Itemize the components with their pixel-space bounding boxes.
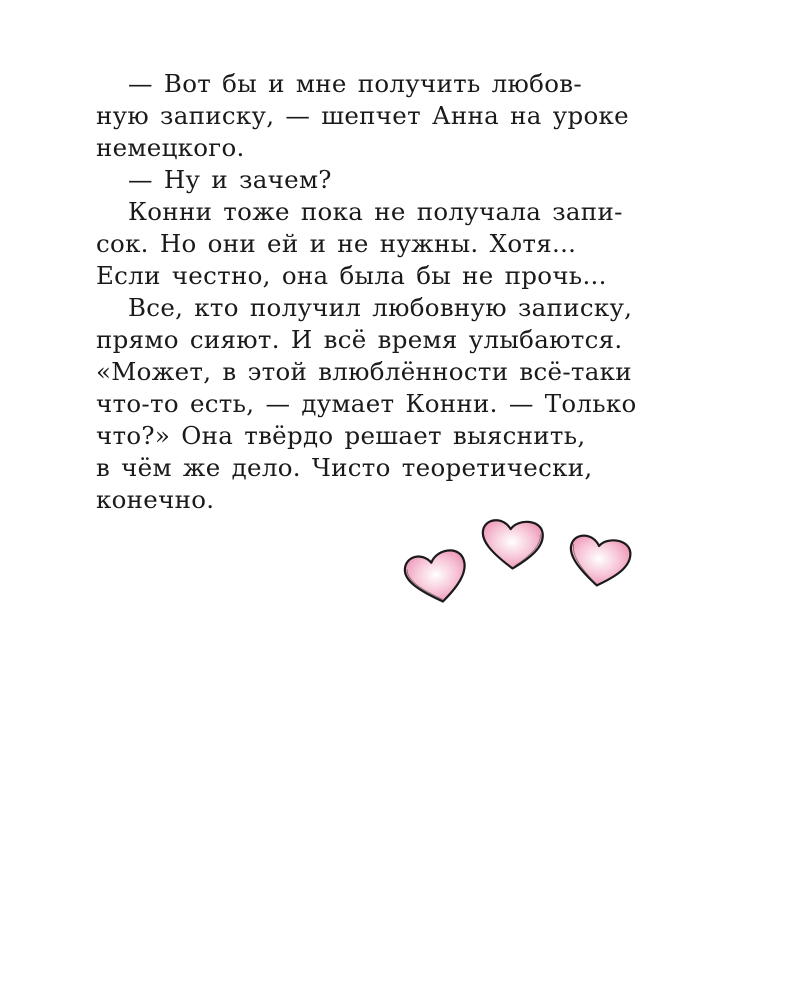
page-text bbox=[96, 68, 696, 516]
text-line: — Вот бы и мне получить любов- bbox=[128, 69, 582, 98]
heart-icon bbox=[564, 531, 633, 590]
text-line: — Ну и зачем? bbox=[128, 165, 332, 194]
text-line: ную записку, — шепчет Анна на уроке bbox=[96, 101, 629, 130]
text-line: Если честно, она была бы не прочь... bbox=[96, 261, 607, 290]
text-line: «Может, в этой влюблённости всё-таки bbox=[96, 357, 632, 386]
text-line: в чём же дело. Чисто теоретически, bbox=[96, 453, 593, 482]
heart-icon bbox=[479, 517, 544, 571]
heart-icon bbox=[403, 548, 469, 606]
text-line: Конни тоже пока не получала запи- bbox=[128, 197, 623, 226]
text-line: Все, кто получил любовную записку, bbox=[128, 293, 633, 322]
text-line: прямо сияют. И всё время улыбаются. bbox=[96, 325, 623, 354]
hearts-icon bbox=[390, 505, 660, 620]
text-line: что?» Она твёрдо решает выяснить, bbox=[96, 421, 586, 450]
text-line: что-то есть, — думает Конни. — Только bbox=[96, 389, 637, 418]
hearts-illustration bbox=[390, 505, 660, 620]
text-line: сок. Но они ей и не нужны. Хотя... bbox=[96, 229, 577, 258]
text-line: немецкого. bbox=[96, 133, 245, 162]
text-line: конечно. bbox=[96, 485, 215, 514]
